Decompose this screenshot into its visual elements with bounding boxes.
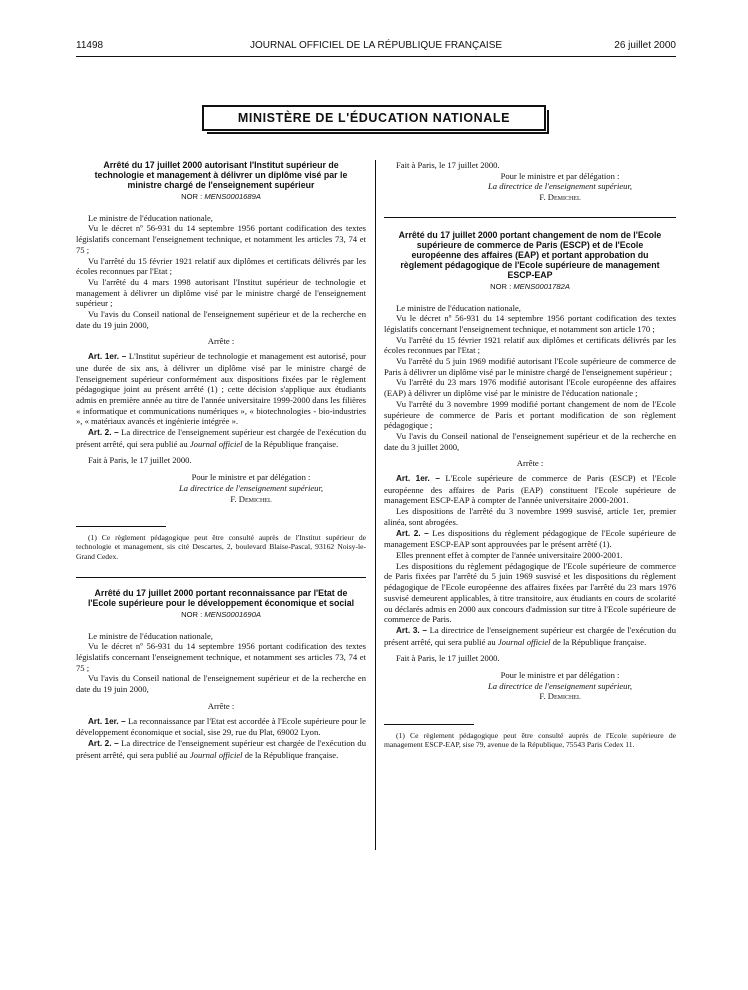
nor-code: MENS0001690A: [204, 609, 261, 619]
art-text: L'Ecole supérieure de commerce de Paris (ESCP) et l'Ecole européenne des affaires de Paris (EAP) constituent l'Ecole supérieure de management ESCP-EAP à compter de l'année universitaire 2000-2001.: [384, 473, 677, 506]
right-column: [384, 160, 676, 860]
art-label: Art. 1er. –: [88, 352, 127, 362]
art-label: Art. 1er. –: [88, 716, 126, 726]
arrete3-p1: Le ministre de l'éducation nationale,: [396, 302, 521, 313]
arrete3-sig1: Pour le ministre et par délégation :: [500, 670, 620, 681]
arrete1-sig3: F. Demichel: [230, 493, 272, 504]
arrete1-p3: Vu l'arrêté du 15 février 1921 relatif aux diplômes et certificats délivrés par les écoles reconnues par l'Etat ;: [76, 255, 366, 277]
arrete2-p3: Vu l'avis du Conseil national de l'enseignement supérieur et de la recherche en date du 19 juin 2000,: [76, 673, 366, 695]
arrete1-p4: Vu l'arrêté du 4 mars 1998 autorisant l'Institut supérieur de technologie et management à délivrer un diplôme visé par le ministre chargé de l'enseignement supérieur ;: [76, 276, 366, 309]
arrete1-nor: [76, 192, 366, 203]
arrete3-art2: [384, 528, 676, 550]
arrete3-sig3: F. Demichel: [539, 691, 581, 702]
arrete1-sig2: [136, 483, 366, 494]
art-text: La directrice de l'enseignement supérieur est chargée de l'exécution du présent arrêté, qui sera publié au: [76, 427, 366, 449]
arrete3-p5: Vu l'arrêté du 23 mars 1976 modifié autorisant l'Ecole européenne des affaires (EAP) à délivrer un diplôme visé par le ministre de l'éducation nationale ;: [384, 377, 676, 399]
arrete3-fait: Fait à Paris, le 17 juillet 2000.: [396, 653, 500, 664]
page-header: [76, 40, 676, 56]
arrete3-p3: Vu l'arrêté du 15 février 1921 relatif aux diplômes et certificats délivrés par les écoles reconnues par l'Etat ;: [384, 334, 676, 356]
arrete1-title: Arrêté du 17 juillet 2000 autorisant l'Institut supérieur de technologie et management à délivrer un diplôme visé par le ministre chargé de l'enseignement supérieur: [94, 160, 348, 190]
journal-officiel: Journal officiel: [189, 749, 243, 760]
art-label: Art. 2. –: [396, 528, 429, 538]
arrete2-sig2: [444, 181, 676, 192]
nor-label: NOR :: [181, 609, 203, 619]
arrete1-art1: [76, 351, 366, 427]
arrete2-nor: [76, 610, 366, 621]
ministry-banner: [202, 105, 546, 131]
arrete2-title: Arrêté du 17 juillet 2000 portant reconnaissance par l'Etat de l'Ecole supérieure pour le développement économique et social: [87, 587, 355, 608]
section-divider: [384, 217, 676, 218]
arrete3-sig2: [444, 681, 676, 692]
arrete2-sig3: F. Demichel: [539, 192, 581, 203]
arrete1-art2: [76, 427, 366, 449]
arrete1-sig1: Pour le ministre et par délégation :: [191, 472, 311, 483]
arrete1-p1: Le ministre de l'éducation nationale,: [88, 212, 213, 223]
signatory-title: La directrice de l'enseignement supérieur,: [179, 482, 323, 493]
art-text: La directrice de l'enseignement supérieur est chargée de l'exécution du présent arrêté, qui sera publié au: [76, 737, 366, 760]
arrete3-art1: [384, 473, 676, 506]
arrete3-art1b: Les dispositions de l'arrêté du 3 novembre 1999 susvisé, article 1er, premier alinéa, sont abrogées.: [384, 506, 676, 527]
footnote-rule: [384, 724, 474, 725]
column-separator: [375, 160, 376, 850]
nor-code: MENS0001782A: [513, 281, 570, 291]
arrete3-art3: [384, 625, 676, 647]
arrete3-title: Arrêté du 17 juillet 2000 portant changement de nom de l'Ecole supérieure de commerce de Paris (ESCP) et de l'Ecole européenne des affaires (EAP) et portant approbation du règlement pédagogique de l'Ecole supérieure de management ESCP-EAP: [398, 229, 662, 280]
art-text: de la République française.: [242, 749, 339, 760]
art-label: Art. 1er. –: [396, 474, 440, 484]
art-text: de la République française.: [550, 636, 647, 647]
art-label: Art. 2. –: [88, 738, 119, 748]
art-text: La directrice de l'enseignement supérieur est chargée de l'exécution du présent arrêté, qui sera publié au: [384, 624, 676, 647]
arrete3-art2c: Les dispositions du règlement pédagogique de l'Ecole supérieure de commerce de Paris fixées par l'arrêté du 5 juin 1969 susvisé et les dispositions du règlement pédagogique de l'Ecole européenne des affaires fixées par l'arrêté du 23 mars 1976 susvisé demeurent applicables, à titre transitoire, aux étudiants en cours de scolarité ou déclarés admis en 2000 aux concours d'admission sur titre à l'Ecole supérieure de commerce de Paris.: [384, 560, 676, 625]
arrete2-p1: Le ministre de l'éducation nationale,: [88, 630, 213, 641]
arrete2-arrete: Arrête :: [207, 700, 235, 711]
arrete1-footnote: (1) Ce règlement pédagogique peut être consulté auprès de l'Institut supérieur de technologie et management, sis cité Descartes, 2, boulevard Blaise-Pascal, 93162 Noisy-le-Grand Cedex.: [76, 533, 366, 561]
header-rule: [76, 56, 676, 57]
signatory-title: La directrice de l'enseignement supérieur,: [488, 680, 632, 691]
arrete2-p2: Vu le décret nº 56-931 du 14 septembre 1956 portant codification des textes législatifs concernant l'enseignement technique, et notamment ses articles 73, 74 et 75 ;: [76, 641, 366, 673]
nor-code: MENS0001689A: [204, 192, 261, 201]
arrete2-fait: Fait à Paris, le 17 juillet 2000.: [396, 160, 500, 170]
arrete3-art2b: Elles prennent effet à compter de l'année universitaire 2000-2001.: [396, 549, 623, 560]
arrete3-p6: Vu l'arrêté du 3 novembre 1999 modifié portant changement de nom de l'Ecole supérieure de commerce de Paris et portant modification de son règlement pédagogique ;: [384, 398, 676, 431]
arrete2-art1: [76, 716, 366, 738]
arrete1-p5: Vu l'avis du Conseil national de l'enseignement supérieur et de la recherche en date du 19 juin 2000,: [76, 309, 366, 330]
journal-officiel: Journal officiel: [497, 636, 551, 647]
nor-label: NOR :: [181, 192, 203, 201]
arrete1-p2: Vu le décret nº 56-931 du 14 septembre 1956 portant codification des textes législatifs concernant l'enseignement technique, et notamment les articles 73, 74 et 75 ;: [76, 223, 366, 255]
nor-label: NOR :: [490, 281, 512, 291]
art-text: Les dispositions du règlement pédagogique de l'Ecole supérieure de management ESCP-EAP sont approuvées par le présent arrêté (1).: [384, 527, 676, 550]
journal-officiel: Journal officiel: [189, 438, 243, 449]
footnote-rule: [76, 526, 166, 527]
left-column: [76, 160, 366, 860]
section-divider: [76, 577, 366, 578]
arrete3-arrete: Arrête :: [516, 458, 544, 469]
art-text: La reconnaissance par l'Etat est accordée à l'Ecole supérieure pour le développement économique et social, sise 29, rue du Plat, 69002 Lyon.: [76, 715, 366, 738]
signatory-title: La directrice de l'enseignement supérieur,: [488, 181, 632, 192]
art-label: Art. 2. –: [88, 428, 119, 438]
arrete3-footnote: (1) Ce règlement pédagogique peut être consulté auprès de l'Ecole supérieure de management ESCP-EAP, sise 79, avenue de la République, 75543 Paris Cedex 11.: [384, 731, 676, 750]
art-text: L'Institut supérieur de technologie et management est autorisé, pour une durée de six ans, à délivrer un diplôme visé par le ministre chargé de l'enseignement supérieur conformément aux dispositions fixées par le règlement pédagogique joint au présent arrêté (1) ; cette décision s'applique aux étudiants admis en première année au titre de l'année universitaire 1999-2000 dans les filières « informatique et communications numériques », « biotechnologies - bio-industries », « matériaux avancés et ingénierie intégrée ».: [76, 351, 366, 427]
arrete3-nor: [384, 282, 676, 293]
arrete1-fait: Fait à Paris, le 17 juillet 2000.: [88, 455, 192, 466]
arrete2-sig1: Pour le ministre et par délégation :: [500, 170, 620, 181]
arrete3-p7: Vu l'avis du Conseil national de l'enseignement supérieur et de la recherche en date du 3 juillet 2000,: [384, 430, 676, 452]
ministry-title: MINISTÈRE DE L'ÉDUCATION NATIONALE: [237, 111, 511, 125]
arrete3-p2: Vu le décret nº 56-931 du 14 septembre 1956 portant codification des textes législatifs concernant l'enseignement technique, et notamment son article 170 ;: [384, 313, 676, 334]
arrete1-arrete: Arrête :: [207, 336, 235, 347]
arrete3-p4: Vu l'arrêté du 5 juin 1969 modifié autorisant l'Ecole supérieure de commerce de Paris à délivrer un diplôme visé par le ministre chargé de l'enseignement supérieur ;: [384, 356, 676, 377]
arrete2-art2: [76, 738, 366, 760]
art-text: de la République française.: [242, 438, 339, 449]
issue-date: 26 juillet 2000: [614, 40, 676, 51]
journal-title: JOURNAL OFFICIEL DE LA RÉPUBLIQUE FRANÇAISE: [249, 40, 503, 51]
art-label: Art. 3. –: [396, 625, 427, 635]
page-number: 11498: [76, 40, 104, 51]
